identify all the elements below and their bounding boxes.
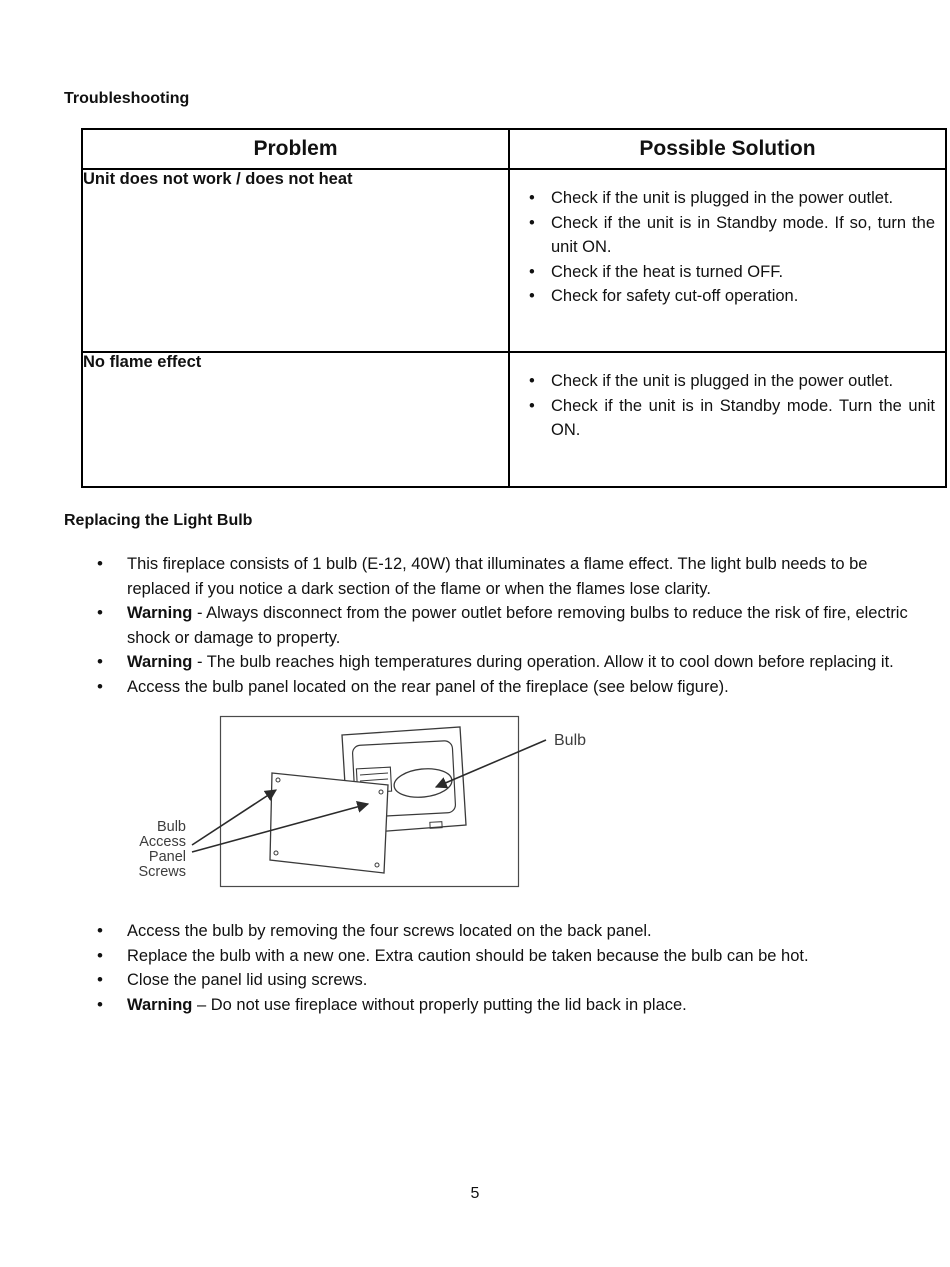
bulb-access-diagram: [130, 713, 650, 893]
list-item: [64, 650, 935, 675]
list-item: [64, 675, 935, 700]
solution-list: [510, 369, 945, 443]
list-item-text: – Do not use fireplace without properly putting the lid back in place.: [192, 995, 687, 1014]
table-header-row: [82, 129, 946, 169]
screws-label-line: Screws: [138, 864, 186, 880]
problem-cell: Unit does not work / does not heat: [82, 169, 509, 352]
problem-cell: No flame effect: [82, 352, 509, 487]
solution-item: • Check if the unit is plugged in the power outlet.: [510, 186, 935, 211]
list-item: [64, 601, 935, 650]
list-item-text: Access the bulb by removing the four screws located on the back panel.: [127, 922, 652, 940]
list-item-text: Access the bulb panel located on the rear panel of the fireplace (see below figure).: [127, 677, 729, 696]
bulb-instructions-list: [64, 552, 935, 699]
screws-label-line: Access: [139, 834, 186, 850]
list-item-text: This fireplace consists of 1 bulb (E-12, 40W) that illuminates a flame effect. The light bulb needs to be replaced if you notice a dark section of the flame or when the flames lose clarity.: [127, 555, 868, 598]
table-header-solution: Possible Solution: [509, 129, 946, 169]
bulb-label: Bulb: [554, 732, 587, 749]
replacing-bulb-heading: Replacing the Light Bulb: [64, 512, 253, 529]
screws-label-line: Bulb: [156, 819, 186, 835]
list-item: [64, 944, 935, 969]
screws-label-line: Panel: [148, 849, 186, 865]
bulb-replacement-steps-list: [64, 919, 935, 1017]
troubleshooting-table: [81, 128, 947, 488]
solution-item: • Check if the unit is in Standby mode. If so, turn the unit ON.: [510, 211, 935, 260]
page-number: 5: [470, 1185, 480, 1202]
solution-item: • Check for safety cut-off operation.: [510, 284, 935, 309]
warning-label: Warning: [127, 995, 193, 1014]
solution-cell: [509, 169, 946, 352]
list-item: [64, 968, 935, 993]
list-item-text: Replace the bulb with a new one. Extra caution should be taken because the bulb can be hot.: [127, 946, 809, 965]
list-item: [64, 552, 935, 601]
troubleshooting-heading: Troubleshooting: [64, 90, 190, 107]
solution-cell: [509, 352, 946, 487]
list-item-text: - The bulb reaches high temperatures during operation. Allow it to cool down before replacing it.: [192, 653, 894, 671]
solution-item: • Check if the unit is plugged in the power outlet.: [510, 369, 935, 394]
solution-item: • Check if the heat is turned OFF.: [510, 260, 935, 285]
access-lid-shape: [270, 773, 388, 873]
list-item: [64, 919, 935, 944]
solution-item: • Check if the unit is in Standby mode. Turn the unit ON.: [510, 394, 935, 443]
warning-label: Warning: [127, 653, 193, 671]
table-row: [82, 169, 946, 352]
bulb-access-figure: [130, 713, 650, 893]
list-item-text: - Always disconnect from the power outlet before removing bulbs to reduce the risk of fire, electric shock or damage to property.: [127, 604, 908, 647]
table-header-problem: Problem: [82, 129, 509, 169]
list-item: [64, 993, 935, 1018]
solution-list: [510, 186, 945, 309]
warning-label: Warning: [127, 604, 193, 622]
table-row: [82, 352, 946, 487]
list-item-text: Close the panel lid using screws.: [127, 971, 368, 989]
